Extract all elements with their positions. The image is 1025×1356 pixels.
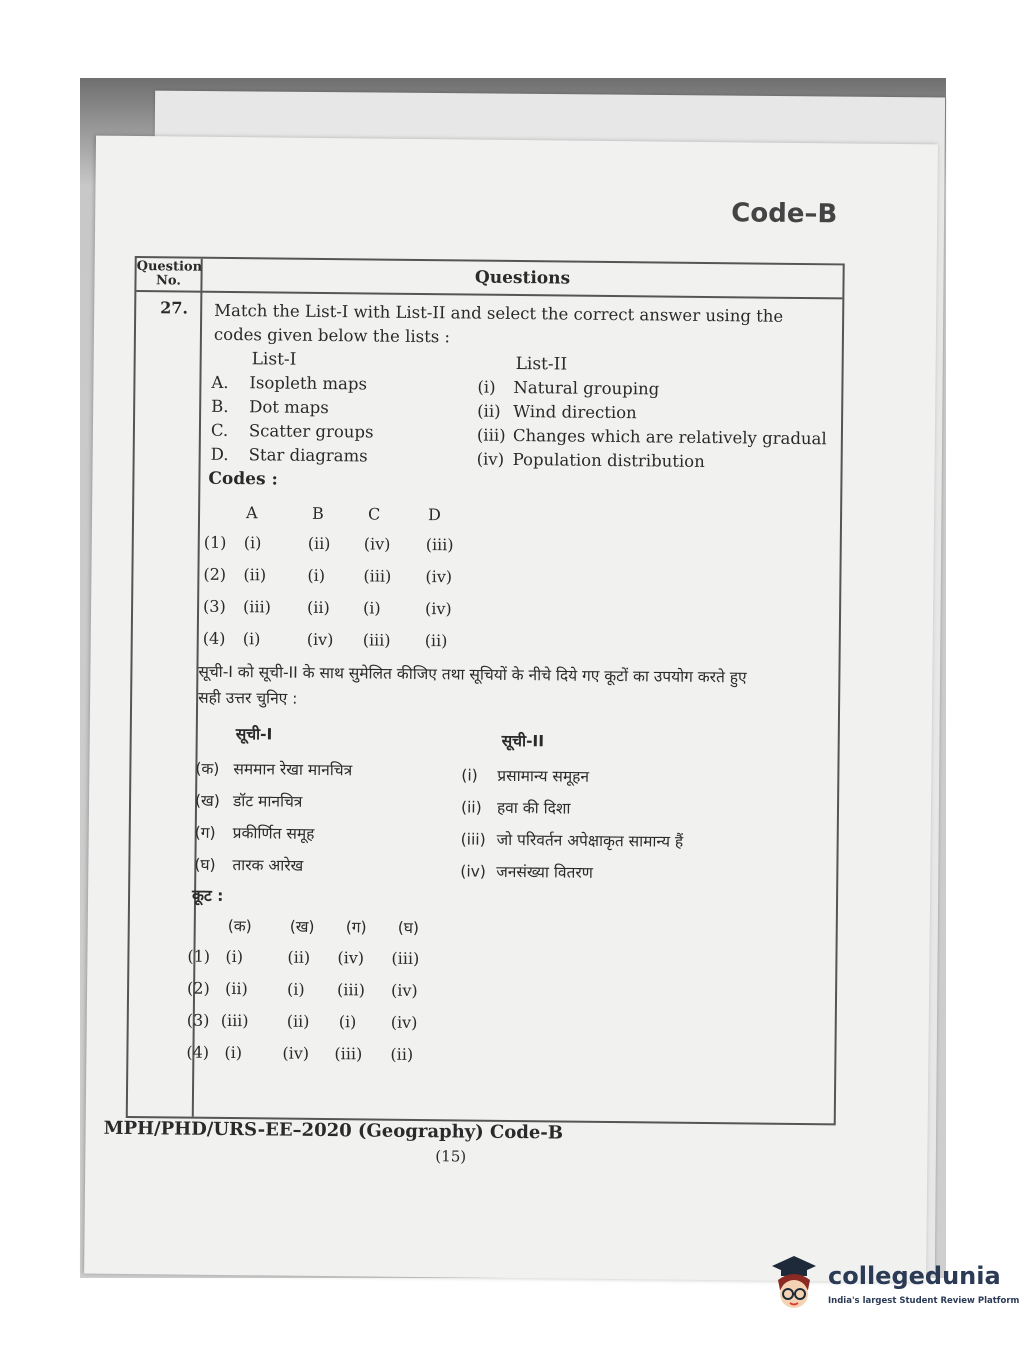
list2-item: (ii) Wind direction — [477, 401, 637, 423]
hindi-stem-line2: सही उत्तर चुनिए : — [198, 688, 298, 708]
list1 — [211, 371, 375, 469]
list1-item: A. Isopleth maps — [211, 372, 368, 394]
list2 — [477, 376, 828, 476]
hindi-list1 — [194, 753, 352, 883]
code-label: Code–B — [731, 198, 838, 230]
hindi-stem — [198, 659, 747, 717]
brand-name: collegedunia — [828, 1262, 1001, 1290]
questions-header: Questions — [474, 267, 571, 289]
brand-tagline: India's largest Student Review Platform — [828, 1296, 1020, 1306]
hindi-codes-row: (3) (iii) (ii) (i) (iv) — [186, 1010, 418, 1033]
hindi-stem-line1: सूची-I को सूची-II के साथ सुमेलित कीजिए तथा सूचियों के नीचे दिये गए कूटों का उपयोग करते हुए — [198, 662, 747, 687]
list1-item: D. Star diagrams — [210, 444, 368, 466]
codes-row: (2) (ii) (i) (iii) (iv) — [203, 564, 453, 587]
hindi-list2-item: (iii) जो परिवर्तन अपेक्षाकृत सामान्य हैं — [460, 830, 684, 851]
student-mascot-icon — [764, 1250, 824, 1320]
list2-item: (iii) Changes which are relatively gradual — [476, 425, 827, 449]
hindi-codes-row: (2) (ii) (i) (iii) (iv) — [187, 978, 418, 1001]
footer-exam-code: MPH/PHD/URS-EE–2020 (Geography) Code-B — [103, 1117, 564, 1144]
question-no-header: Question No. — [136, 258, 202, 291]
hindi-list2-title: सूची-II — [501, 731, 545, 751]
list2-item: (iv) Population distribution — [476, 449, 705, 471]
question-stem-line2: codes given below the lists : — [213, 324, 451, 347]
hindi-codes-label: कूट : — [191, 886, 224, 905]
hindi-list2 — [460, 759, 684, 889]
exam-page — [84, 136, 938, 1283]
hindi-list2-item: (i) प्रसामान्य समूहन — [461, 766, 590, 786]
table-header — [136, 258, 842, 299]
codes-row: (1) (i) (ii) (iv) (iii) — [203, 532, 454, 555]
page-number: (15) — [435, 1147, 467, 1166]
collegedunia-watermark — [764, 1250, 1020, 1320]
codes-label: Codes : — [208, 468, 278, 490]
list2-title: List-II — [515, 353, 568, 375]
hindi-list2-item: (iv) जनसंख्या वितरण — [460, 862, 594, 882]
list1-item: B. Dot maps — [211, 396, 329, 418]
question-table — [126, 256, 845, 1125]
hindi-codes-row: (4) (i) (iv) (iii) (ii) — [186, 1042, 414, 1064]
question-stem-line1: Match the List-I with List-II and select the correct answer using the — [214, 300, 784, 326]
list1-title: List-I — [251, 349, 297, 370]
hindi-codes-row: (1) (i) (ii) (iv) (iii) — [187, 946, 420, 969]
hindi-codes-header-row: (क) (ख) (ग) (घ) — [227, 917, 420, 938]
question-number: 27. — [160, 298, 189, 318]
hindi-list1-item: (ख) डॉट मानचित्र — [194, 791, 303, 811]
hindi-list1-item: (ग) प्रकीर्णित समूह — [194, 823, 315, 843]
hindi-list1-item: (क) सममान रेखा मानचित्र — [195, 759, 353, 780]
hindi-list2-item: (ii) हवा की दिशा — [460, 798, 571, 818]
hindi-list1-title: सूची-I — [235, 725, 273, 744]
codes-row: (4) (i) (iv) (iii) (ii) — [202, 628, 448, 651]
list2-item: (i) Natural grouping — [477, 377, 660, 399]
codes-row: (3) (iii) (ii) (i) (iv) — [203, 596, 452, 619]
hindi-list1-item: (घ) तारक आरेख — [194, 855, 304, 875]
codes-header-row: A B C D — [245, 503, 441, 525]
question-stem — [214, 299, 784, 353]
list1-item: C. Scatter groups — [210, 420, 374, 442]
